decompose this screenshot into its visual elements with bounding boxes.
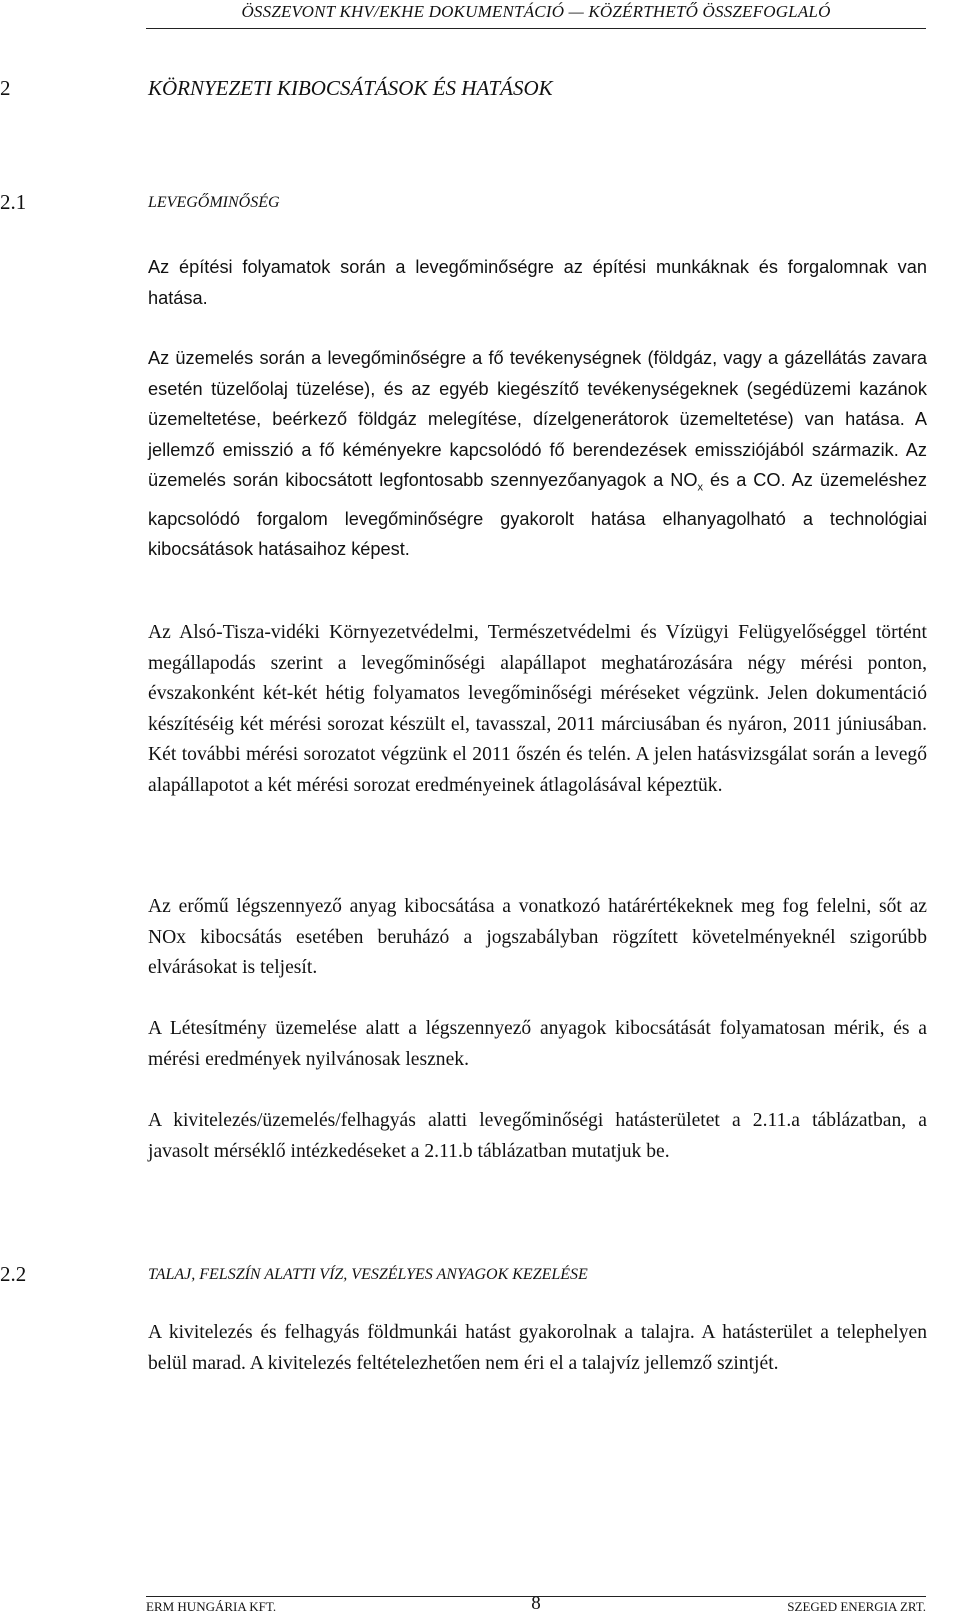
paragraph-text: Az üzemelés során a levegőminőségre a fő tevékenységnek (földgáz, vagy a gázellátás zavara esetén tüzelőolaj tüzelése), és az egyéb kiegészítő tevékenységeknek (segédüzemi kazánok üzemeltetése, beérkező földgáz melegítése, dízelgenerátorok üzemeltetése) van hatása. A jellemző emisszió a fő kéményekre kapcsolódó fő berendezések emissziójából származik. Az üzemelés során kibocsátott legfontosabb szennyezőanyagok a $NO_x$ és a CO. Az üzemeléshez kapcsolódó forgalom levegőminőségre gyakorolt hatása elhanyagolható a technológiai kibocsátások hatásaihoz képest. xyxy=(148,348,927,560)
section-2-2-number: 2.2 xyxy=(0,1262,27,1286)
paragraph: A kivitelezés és felhagyás földmunkái hatást gyakorolnak a talajra. A hatásterület a telephelyen belül marad. A kivitelezés feltételezhetően nem éri el a talajvíz jellemző szintjét. xyxy=(148,1322,927,1374)
paragraph: Az erőmű légszennyező anyag kibocsátása a vonatkozó határértékeknek meg fog felelni, sőt az NOx kibocsátás esetében beruházó a jogszabályban rögzített követelményeknél szigorúbb elvárásokat is teljesít. xyxy=(148,896,927,979)
running-header: ÖSSZEVONT KHV/EKHE DOKUMENTÁCIÓ — KÖZÉRTHETŐ ÖSSZEFOGLALÓ xyxy=(241,2,831,21)
section-2-title: KÖRNYEZETI KIBOCSÁTÁSOK ÉS HATÁSOK xyxy=(148,76,553,100)
paragraph xyxy=(148,343,927,565)
footer-client: SZEGED ENERGIA ZRT. xyxy=(787,1599,926,1614)
section-2-number: 2 xyxy=(0,76,11,100)
paragraph: Az Alsó-Tisza-vidéki Környezetvédelmi, Természetvédelmi és Vízügyi Felügyelőséggel történt megállapodás szerint a levegőminőségi alapállapot meghatározására négy mérési ponton, évszakonként két-két hétig folyamatos levegőminőségi méréseket végzünk. Jelen dokumentáció készítéséig két mérési sorozat készült el, tavasszal, 2011 márciusában és nyáron, 2011 júniusában. Két további mérési sorozatot végzünk el 2011 őszén és telén. A jelen hatásvizsgálat során a levegő alapállapotot a két mérési sorozat eredményeinek átlagolásával képeztük. xyxy=(148,622,927,796)
header-rule xyxy=(146,28,926,29)
page-number: 8 xyxy=(531,1593,541,1614)
section-2-1-title: LEVEGŐMINŐSÉG xyxy=(148,194,280,211)
section-2-2-title: TALAJ, FELSZÍN ALATTI VÍZ, VESZÉLYES ANYAGOK KEZELÉSE xyxy=(148,1266,588,1283)
footer-company: ERM HUNGÁRIA KFT. xyxy=(146,1599,277,1614)
paragraph: A Létesítmény üzemelése alatt a légszennyező anyagok kibocsátását folyamatosan mérik, és a mérési eredmények nyilvánosak lesznek. xyxy=(148,1018,927,1070)
section-2-1-number: 2.1 xyxy=(0,190,27,214)
paragraph: A kivitelezés/üzemelés/felhagyás alatti levegőminőségi hatásterületet a 2.11.a táblázatban, a javasolt mérséklő intézkedéseket a 2.11.b táblázatban mutatjuk be. xyxy=(148,1110,927,1162)
paragraph: Az építési folyamatok során a levegőminőségre az építési munkáknak és forgalomnak van hatása. xyxy=(148,257,927,308)
